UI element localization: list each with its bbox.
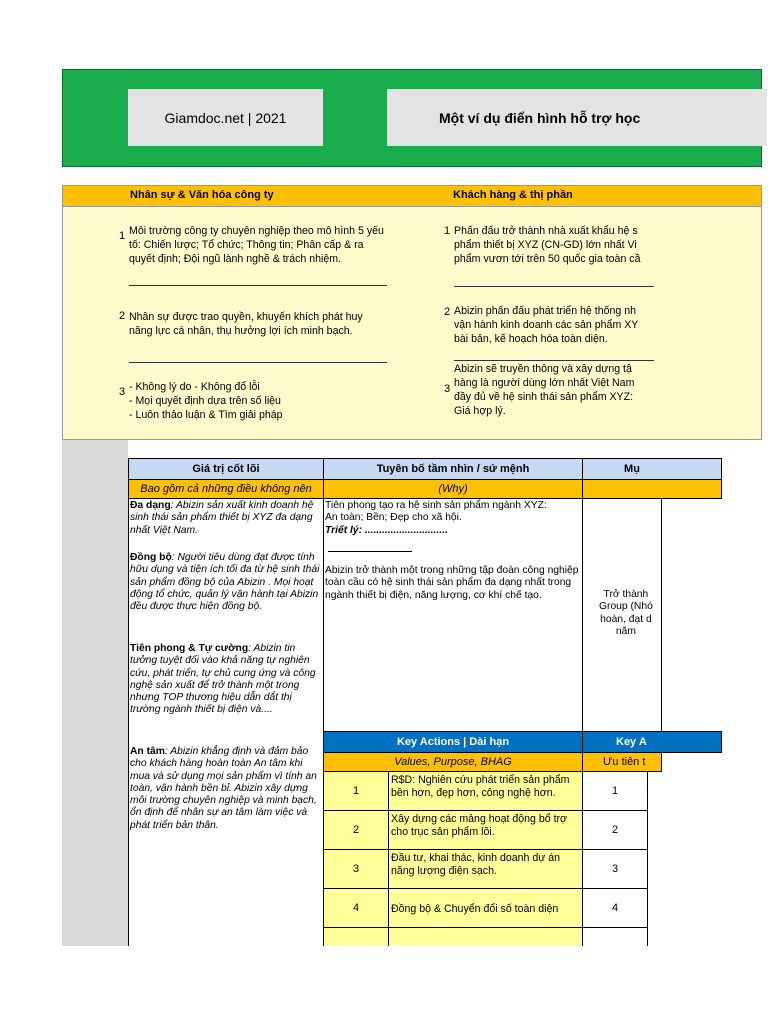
page-title: Một ví dụ điển hình hỗ trợ học	[439, 109, 641, 126]
vision-sub-label: (Why)	[438, 483, 468, 495]
value-text: : Abizin tin tưởng tuyệt đối vào khả năng tự nghiên cứu, phát triển, tự chủ cung ứng và công nghệ sản xuất để trở thành một trong nhưng TOP thương hiệu dẫn dắt thị trường ngành thiết bị điện và....	[130, 643, 316, 716]
value-text: : Người tiêu dùng đạt được tính hữu dụng và tiện ích tối đa từ hệ sinh thái sản phẩm đồng bộ của Abizin . Mọi hoạt động tổ chức, quản lý vận hành tại Abizin đều được thực hiện đồng bộ.	[130, 552, 320, 613]
goals-line: hoàn, đạt d	[600, 613, 652, 625]
action-2-num	[582, 810, 648, 850]
key-actions-sub-label: Values, Purpose, BHAG	[394, 756, 512, 768]
customers-num-3: 3	[444, 383, 451, 395]
mission-text: Abizin trở thành một trong những tập đoàn công nghiệp toàn cầu có hệ sinh thái sản phẩm đa dạng nhất trong ngành thiết bị điện, năng lượng, cơ khí chế tạo.	[325, 565, 579, 601]
culture-num-3: 3	[119, 386, 126, 398]
action-text	[388, 888, 583, 928]
action-2-num-label: 1	[611, 785, 619, 797]
header-goals-label: Mụ	[624, 463, 640, 475]
action-text	[388, 810, 583, 850]
action-2-num-label: 2	[611, 824, 619, 836]
goals-cell	[582, 498, 662, 732]
action-text-label: Đầu tư, khai thác, kinh doanh dự án năng lượng điện sạch.	[391, 852, 561, 877]
header-vision	[323, 458, 583, 480]
value-title: Đa dạng	[130, 500, 171, 511]
vision-line: Tiên phong tạo ra hệ sinh sản phẩm ngành XYZ:	[325, 500, 547, 511]
customers-item-3	[454, 362, 654, 418]
action-2-num	[582, 849, 648, 889]
value-da-dang	[130, 500, 320, 537]
key-actions-2-sub	[582, 752, 662, 772]
value-text: : Abizin sản xuất kinh doanh hệ sinh thái sản phẩm thiết bị XYZ đa dạng nhất Việt Nam.	[130, 500, 314, 536]
value-dong-bo	[130, 552, 320, 613]
customers-item-3-line: Abizin sẽ truyền thông và xây dựng tậ	[454, 363, 632, 375]
header-core-values-label: Giá trị cốt lõi	[192, 463, 260, 475]
customers-item-3-line: đầy đủ về hệ sinh thái sản phẩm XYZ:	[454, 391, 634, 403]
action-num-label: 2	[352, 824, 360, 836]
action-num	[323, 888, 389, 928]
value-title: Đồng bộ	[130, 552, 172, 563]
action-text	[388, 849, 583, 889]
culture-num-2: 2	[119, 310, 126, 322]
vision-text	[325, 500, 580, 537]
divider	[129, 362, 387, 363]
action-2-num	[582, 771, 648, 811]
action-text-label: R$D: Nghiên cứu phát triển sản phẩm bền hơn, đẹp hơn, công nghệ hơn.	[391, 774, 570, 799]
action-num	[323, 771, 389, 811]
value-title: An tâm	[130, 746, 165, 757]
culture-item-2: Nhân sự được trao quyền, khuyến khích phát huy năng lực cá nhân, thụ hưởng lợi ích minh bạch.	[129, 311, 363, 337]
key-actions-sub	[323, 752, 583, 772]
customers-item-2	[454, 304, 654, 346]
key-actions-header	[323, 731, 583, 753]
divider	[129, 285, 387, 286]
vision-line: An toàn; Bền; Đẹp cho xã hội.	[325, 512, 462, 524]
action-text	[388, 771, 583, 811]
core-values-sub-label: Bao gồm cả những điều không nên	[140, 483, 312, 495]
vision-sub	[323, 479, 583, 499]
logo-text: Giamdoc.net | 2021	[164, 109, 287, 126]
customers-item-1-line: phẩm vươn tới trên 50 quốc gia toàn cầ	[454, 253, 641, 265]
customers-num-1: 1	[444, 225, 451, 237]
customers-item-1	[454, 224, 654, 266]
customers-item-1-line: Phấn đấu trở thành nhà xuất khẩu hệ s	[454, 225, 638, 237]
core-values-cell	[128, 498, 324, 948]
culture-heading: Nhân sự & Văn hóa công ty	[130, 189, 274, 201]
customers-item-3-line: hàng là người dùng lớn nhất Việt Nam	[454, 377, 635, 389]
key-actions-header-label: Key Actions | Dài hạn	[396, 736, 510, 748]
vision-philosophy: Triết lý: .............................	[325, 524, 448, 536]
customers-item-2-line: bài bản, kế hoạch hóa toàn diện.	[454, 333, 608, 345]
core-values-sub	[128, 479, 324, 499]
goals-line: năm	[615, 625, 636, 637]
culture-item-3	[129, 380, 387, 422]
culture-item-3-line: - Luôn thảo luận & Tìm giải pháp	[129, 409, 283, 421]
action-2-num-label: 3	[611, 863, 619, 875]
vision-cell	[323, 498, 583, 732]
action-num	[323, 810, 389, 850]
header-vision-label: Tuyên bố tầm nhìn / sứ mệnh	[376, 463, 530, 475]
action-2-num-label: 4	[611, 902, 619, 914]
bottom-fade	[0, 946, 768, 1026]
value-tien-phong	[130, 643, 320, 717]
value-title: Tiên phong & Tự cường	[130, 643, 249, 654]
action-num	[323, 849, 389, 889]
goals-line: Trở thành	[603, 589, 649, 600]
action-num-label: 4	[352, 902, 360, 914]
goals-line: Group (Nhó	[599, 601, 653, 613]
customers-item-1-line: phẩm thiết bị XYZ (CN-GD) lớn nhất Vi	[454, 239, 637, 251]
culture-item-3-line: - Mọi quyết định dựa trên số liệu	[129, 395, 281, 407]
action-num-label: 1	[352, 785, 360, 797]
culture-num-1: 1	[119, 230, 126, 242]
action-2-num	[582, 888, 648, 928]
customers-item-3-line: Giá hợp lý.	[454, 405, 506, 417]
customers-heading: Khách hàng & thị phần	[453, 189, 573, 201]
key-actions-2-sub-label: Ưu tiên t	[603, 756, 646, 768]
value-an-tam	[130, 746, 320, 832]
divider	[454, 286, 654, 287]
header-core-values	[128, 458, 324, 480]
action-text-label: Xây dựng các mảng hoạt động bổ trợ cho trục sản phẩm lõi.	[391, 813, 567, 838]
customers-item-2-line: Abizin phấn đấu phát triển hệ thống nh	[454, 305, 637, 317]
goals-text	[599, 589, 653, 638]
action-num-label: 3	[352, 863, 360, 875]
action-text-label: Đồng bộ & Chuyển đổi số toàn diện	[391, 902, 559, 915]
left-grey-margin	[62, 440, 128, 1024]
customers-item-2-line: vận hành kinh doanh các sản phẩm XY	[454, 319, 639, 331]
value-text: : Abizin khẳng định và đảm bảo cho khách hàng hoàn toàn An tâm khi mua và sử dụng mọi sản phẩm vì tính an toàn, vận hành bền bỉ. Abizin xây dựng môi trường chuyên nghiệp và minh bạch, ổn định để nhân sự an tâm làm việc và phát triển bản thân.	[130, 746, 317, 831]
culture-item-1: Môi trường công ty chuyên nghiệp theo mô hình 5 yếu tố: Chiến lược; Tổ chức; Thông tin; Phân cấp & ra quyết định; Đội ngũ lành nghề & trách nhiệm.	[129, 225, 384, 265]
key-actions-2-label: Key A	[616, 736, 647, 748]
customers-num-2: 2	[444, 306, 451, 318]
culture-item-3-line: - Không lý do - Không đổ lỗi	[129, 381, 260, 393]
divider	[454, 360, 654, 361]
divider	[328, 551, 412, 552]
